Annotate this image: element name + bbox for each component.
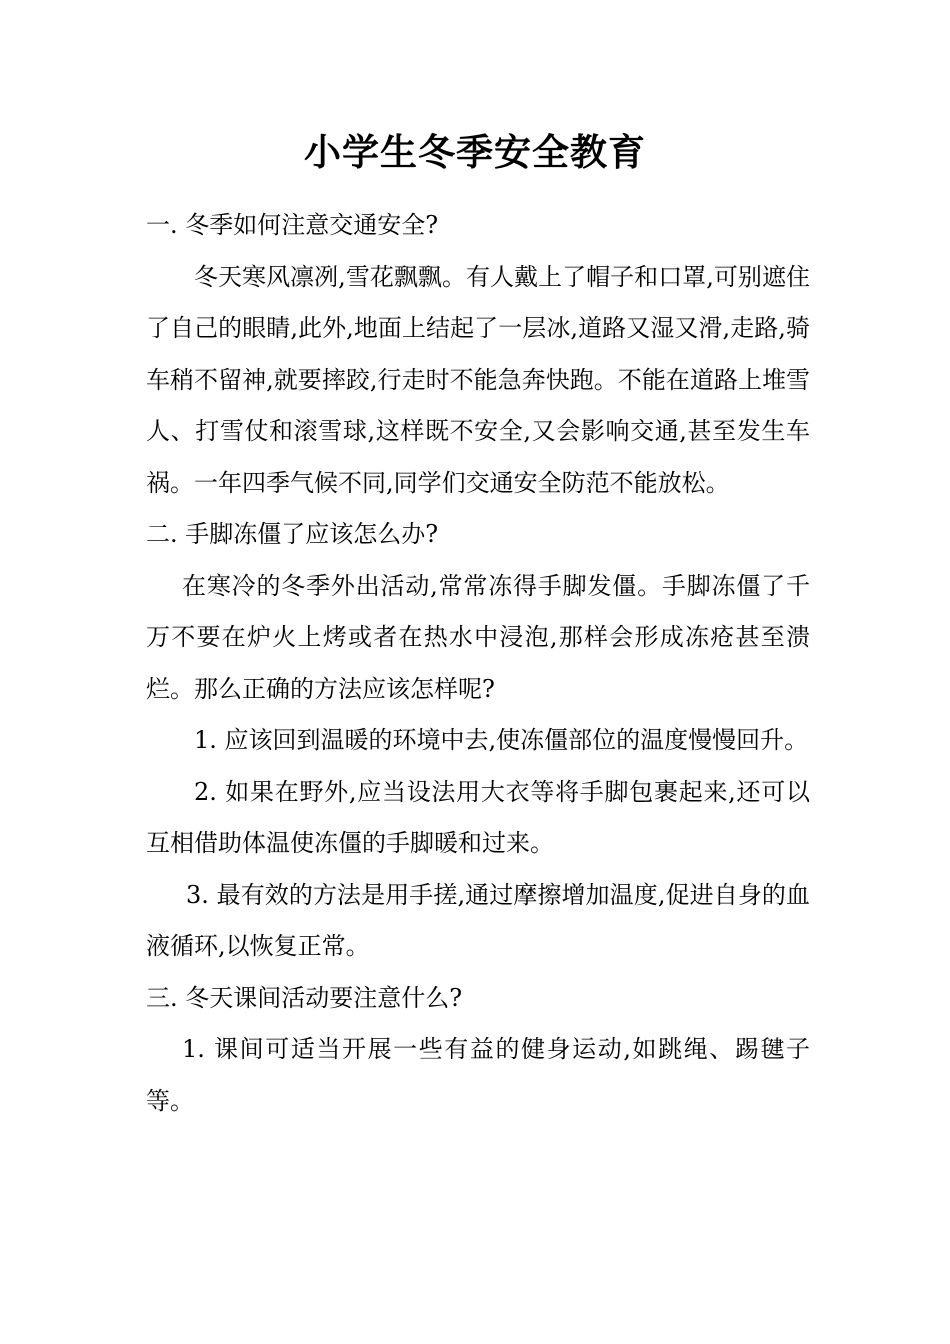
list-item-frozen-3: 3. 最有效的方法是用手搓,通过摩擦增加温度,促进自身的血液循环,以恢复正常。	[146, 880, 810, 960]
section-heading-3: 三. 冬天课间活动要注意什么?	[146, 983, 463, 1012]
document-title: 小学生冬季安全教育	[304, 130, 646, 174]
document-body	[146, 200, 810, 1127]
section-heading-1: 一. 冬季如何注意交通安全?	[146, 211, 439, 239]
list-item-break-activity-1: 1. 课间可适当开展一些有益的健身运动,如跳绳、踢毽子等。	[146, 1035, 810, 1115]
list-item-frozen-1: 1. 应该回到温暖的环境中去,使冻僵部位的温度慢慢回升。	[194, 726, 809, 754]
list-item-frozen-2: 2. 如果在野外,应当设法用大衣等将手脚包裹起来,还可以互相借助体温使冻僵的手脚暖和过来。	[146, 777, 810, 857]
section-heading-2: 二. 手脚冻僵了应该怎么办?	[146, 520, 439, 548]
paragraph-frozen-limbs: 在寒冷的冬季外出活动,常常冻得手脚发僵。手脚冻僵了千万不要在炉火上烤或者在热水中浸泡,那样会形成冻疮甚至溃烂。那么正确的方法应该怎样呢?	[146, 571, 810, 703]
paragraph-traffic-safety: 冬天寒风凛冽,雪花飘飘。有人戴上了帽子和口罩,可别遮住了自己的眼睛,此外,地面上结起了一层冰,道路又湿又滑,走路,骑车稍不留神,就要摔跤,行走时不能急奔快跑。不能在道路上堆雪人、打雪仗和滚雪球,这样既不安全,又会影响交通,甚至发生车祸。一年四季气候不同,同学们交通安全防范不能放松。	[146, 262, 810, 497]
